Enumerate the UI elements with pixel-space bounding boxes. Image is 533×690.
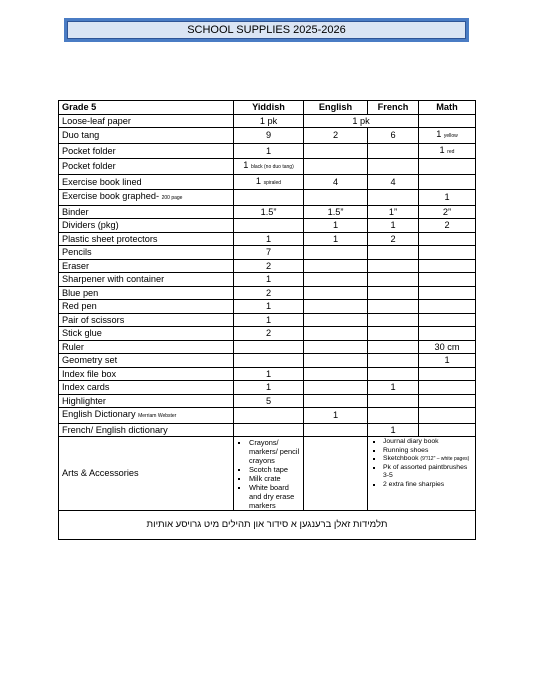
item-cell: [59, 286, 234, 300]
math-cell: [419, 232, 476, 246]
math-cell: [419, 159, 476, 175]
list-item: ▪ White board and dry erase markers: [249, 483, 300, 510]
list-item: ▪ Scotch tape: [249, 465, 300, 474]
math-cell: [419, 114, 476, 128]
table-row: [59, 128, 476, 144]
yiddish-cell-value: 1.5”: [260, 206, 277, 217]
math-cell-value: 1: [444, 355, 450, 365]
footer-row: [59, 511, 476, 540]
item-cell-value: English Dictionary: [62, 409, 139, 419]
yiddish-cell: [234, 246, 304, 260]
header-french: French: [368, 101, 419, 115]
yiddish-cell-value: 9: [265, 130, 272, 140]
item-cell-value: Binder: [62, 206, 89, 217]
item-cell-value: Dividers (pkg): [62, 220, 119, 230]
item-cell-value: Pocket folder: [62, 145, 116, 156]
math-cell: [419, 128, 476, 144]
english-cell: [304, 174, 368, 190]
math-cell: [419, 340, 476, 354]
english-cell: [304, 313, 368, 327]
item-cell: [59, 408, 234, 424]
yiddish-cell-value: 2: [265, 260, 272, 271]
french-cell: [368, 381, 419, 395]
french-cell-value: 1: [390, 220, 396, 230]
item-cell: [59, 340, 234, 354]
table-row: [59, 367, 476, 381]
math-cell: [419, 313, 476, 327]
list-item-text: Running shoes: [383, 446, 429, 454]
yiddish-cell-value: 1: [265, 382, 272, 392]
list-item-note: (9"/12" – white pages): [420, 456, 470, 462]
math-cell: [419, 381, 476, 395]
english-cell: [304, 381, 368, 395]
yiddish-cell: [234, 286, 304, 300]
table-row: [59, 190, 476, 206]
math-cell-value: 1: [436, 129, 442, 139]
yiddish-cell-value: 1 pk: [259, 115, 278, 126]
list-item: [383, 464, 472, 481]
list-item: [383, 455, 472, 464]
math-cell: [419, 219, 476, 233]
english-cell: [304, 340, 368, 354]
math-cell: [419, 327, 476, 341]
item-cell-value: Geometry set: [62, 355, 118, 365]
french-cell: [368, 190, 419, 206]
item-cell-value: Exercise book lined: [62, 176, 142, 187]
item-cell: [59, 394, 234, 408]
french-cell: [368, 143, 419, 159]
math-cell-value: 2”: [442, 206, 452, 217]
item-cell: [59, 327, 234, 341]
yiddish-cell-value: 1: [265, 274, 272, 284]
french-cell: [368, 423, 419, 437]
english-cell-value: 1: [332, 233, 339, 244]
math-cell: [419, 286, 476, 300]
list-item: [383, 447, 472, 456]
table-row: [59, 273, 476, 287]
yiddish-cell: [234, 159, 304, 175]
yiddish-cell: [234, 205, 304, 219]
table-row: [59, 327, 476, 341]
english-cell: [304, 394, 368, 408]
item-cell: [59, 232, 234, 246]
math-cell-value: 2: [444, 220, 450, 230]
item-cell-value: Pair of scissors: [62, 314, 125, 325]
english-cell: [304, 232, 368, 246]
math-cell: [419, 246, 476, 260]
french-cell: [368, 327, 419, 341]
page-title: SCHOOL SUPPLIES 2025-2026: [67, 21, 466, 39]
french-cell-value: 6: [390, 130, 396, 140]
item-cell: [59, 174, 234, 190]
english-cell: [304, 286, 368, 300]
header-yiddish: Yiddish: [234, 101, 304, 115]
yiddish-cell: [234, 381, 304, 395]
table-row: [59, 205, 476, 219]
math-cell: [419, 273, 476, 287]
item-cell-note: Merriam Webster: [138, 413, 177, 419]
list-item: [383, 481, 472, 490]
french-cell-value: 2: [390, 233, 396, 244]
list-item: ▪ Crayons/ markers/ pencil crayons: [249, 438, 300, 465]
table-row: [59, 394, 476, 408]
english-cell: [304, 205, 368, 219]
header-grade: Grade 5: [59, 101, 234, 115]
arts-french-list: [371, 438, 472, 489]
english-french-span-cell: 1 pk: [304, 114, 419, 128]
item-cell: [59, 219, 234, 233]
yiddish-cell-value: 1: [265, 314, 272, 325]
arts-label: Arts & Accessories: [59, 437, 234, 511]
english-cell: [304, 143, 368, 159]
yiddish-cell: [234, 273, 304, 287]
item-cell-note: 200 page: [161, 195, 183, 201]
english-cell-value: 1: [332, 410, 339, 420]
french-cell-value: 4: [390, 176, 396, 187]
yiddish-cell: [234, 423, 304, 437]
yiddish-cell-value: 7: [265, 247, 272, 257]
arts-yiddish-cell: [234, 437, 304, 511]
yiddish-cell-value: 1: [255, 175, 262, 186]
list-item-text: Journal diary book: [383, 438, 439, 445]
math-cell-value: 1: [439, 144, 445, 155]
item-cell-value: Loose-leaf paper: [62, 115, 131, 126]
math-cell-value: 1: [444, 192, 450, 202]
yiddish-cell: [234, 259, 304, 273]
english-cell: [304, 159, 368, 175]
item-cell: [59, 354, 234, 368]
french-cell: [368, 128, 419, 144]
yiddish-cell: [234, 408, 304, 424]
french-cell: [368, 394, 419, 408]
math-cell-value: 30 cm: [434, 341, 460, 352]
english-cell: [304, 219, 368, 233]
item-cell-value: Index cards: [62, 382, 110, 392]
yiddish-cell-value: 2: [265, 287, 272, 298]
item-cell: [59, 273, 234, 287]
french-cell-value: 1”: [388, 206, 398, 217]
table-row: [59, 423, 476, 437]
english-cell: [304, 300, 368, 314]
french-cell: [368, 340, 419, 354]
arts-row: [59, 437, 476, 511]
english-cell: [304, 273, 368, 287]
english-cell-value: 1: [332, 220, 339, 230]
math-cell: [419, 408, 476, 424]
arts-french-cell: [368, 437, 476, 511]
math-cell: [419, 190, 476, 206]
item-cell: [59, 114, 234, 128]
yiddish-cell: [234, 367, 304, 381]
list-item: [383, 438, 472, 447]
item-cell-value: Ruler: [62, 341, 84, 352]
list-item-text: Pk of assorted paintbrushes 3-5: [383, 463, 468, 479]
french-cell: [368, 354, 419, 368]
item-cell-value: Pocket folder: [62, 161, 116, 171]
arts-yiddish-list: [237, 438, 300, 510]
math-cell-note: yellow: [443, 133, 458, 139]
item-cell: [59, 190, 234, 206]
header-english: English: [304, 101, 368, 115]
item-cell: [59, 159, 234, 175]
item-cell-value: Index file box: [62, 368, 117, 379]
yiddish-cell-value: 1: [243, 160, 249, 170]
yiddish-cell-note: spiraled: [263, 179, 282, 186]
table-row: [59, 159, 476, 175]
item-cell-value: Sharpener with container: [62, 274, 165, 284]
french-cell: [368, 286, 419, 300]
french-cell: [368, 205, 419, 219]
item-cell: [59, 143, 234, 159]
french-cell: [368, 408, 419, 424]
english-cell: [304, 408, 368, 424]
english-cell: [304, 190, 368, 206]
french-cell: [368, 300, 419, 314]
list-item: ▪ Milk crate: [249, 474, 300, 483]
item-cell-value: Stick glue: [62, 328, 102, 338]
item-cell: [59, 367, 234, 381]
math-cell: [419, 423, 476, 437]
yiddish-cell: [234, 114, 304, 128]
math-cell: [419, 174, 476, 190]
table-row: [59, 219, 476, 233]
yiddish-cell: [234, 232, 304, 246]
french-cell: [368, 232, 419, 246]
math-cell: [419, 259, 476, 273]
header-row: [59, 101, 476, 115]
item-cell: [59, 300, 234, 314]
item-cell-value: Red pen: [62, 301, 97, 311]
item-cell-value: Plastic sheet protectors: [62, 233, 158, 244]
french-cell: [368, 219, 419, 233]
french-cell: [368, 246, 419, 260]
item-cell: [59, 128, 234, 144]
yiddish-cell: [234, 128, 304, 144]
french-cell-value: 1: [390, 382, 396, 392]
math-cell: [419, 394, 476, 408]
english-cell: [304, 327, 368, 341]
item-cell: [59, 423, 234, 437]
math-cell: [419, 300, 476, 314]
french-cell: [368, 273, 419, 287]
supplies-table: [58, 100, 476, 540]
item-cell: [59, 205, 234, 219]
item-cell: [59, 259, 234, 273]
yiddish-cell-value: 1: [265, 301, 272, 311]
english-cell-value: 2: [332, 130, 339, 140]
math-cell: [419, 354, 476, 368]
english-cell: [304, 367, 368, 381]
list-item-text: Sketchbook: [383, 455, 421, 462]
yiddish-cell: [234, 174, 304, 190]
yiddish-cell-value: 1: [265, 368, 272, 379]
item-cell-value: Blue pen: [62, 287, 99, 298]
list-item-text: 2 extra fine sharpies: [383, 480, 445, 488]
french-cell: [368, 367, 419, 381]
item-cell: [59, 313, 234, 327]
yiddish-cell: [234, 143, 304, 159]
footer-hebrew-note: תלמידות זאלן ברענגען א סידור און תהילים מיט גרויסע אותיות: [59, 511, 476, 540]
yiddish-cell-value: 1: [265, 145, 272, 156]
item-cell-value: Duo tang: [62, 130, 100, 140]
table-row: [59, 143, 476, 159]
yiddish-cell-note: black (no duo tang): [250, 164, 294, 170]
yiddish-cell: [234, 394, 304, 408]
yiddish-cell-value: 5: [265, 395, 272, 406]
item-cell-value: French/ English dictionary: [62, 424, 168, 435]
french-cell-value: 1: [390, 424, 396, 435]
table-row: [59, 381, 476, 395]
french-cell: [368, 174, 419, 190]
item-cell-value: Pencils: [62, 247, 92, 257]
english-cell: [304, 259, 368, 273]
yiddish-cell: [234, 219, 304, 233]
french-cell: [368, 159, 419, 175]
table-row: [59, 408, 476, 424]
table-row: [59, 232, 476, 246]
english-cell-value: 4: [332, 176, 339, 187]
english-cell: [304, 354, 368, 368]
item-cell-value: Highlighter: [62, 395, 106, 406]
yiddish-cell: [234, 300, 304, 314]
english-cell: [304, 128, 368, 144]
math-cell: [419, 143, 476, 159]
table-row: [59, 300, 476, 314]
table-row: [59, 259, 476, 273]
math-cell-note: red: [447, 148, 455, 155]
french-cell: [368, 259, 419, 273]
yiddish-cell-value: 2: [265, 328, 272, 338]
table-row: [59, 174, 476, 190]
table-row: [59, 313, 476, 327]
title-banner: [64, 18, 469, 42]
yiddish-cell-value: 1: [265, 233, 272, 244]
table-row: [59, 246, 476, 260]
math-cell: [419, 205, 476, 219]
yiddish-cell: [234, 340, 304, 354]
yiddish-cell: [234, 327, 304, 341]
english-cell: [304, 246, 368, 260]
item-cell: [59, 381, 234, 395]
yiddish-cell: [234, 313, 304, 327]
english-cell-value: 1.5”: [327, 206, 344, 217]
yiddish-cell: [234, 354, 304, 368]
table-row: [59, 354, 476, 368]
table-row: [59, 286, 476, 300]
item-cell-value: Exercise book graphed-: [62, 191, 162, 201]
header-math: Math: [419, 101, 476, 115]
english-cell: [304, 423, 368, 437]
french-cell: [368, 313, 419, 327]
table-row: [59, 340, 476, 354]
math-cell: [419, 367, 476, 381]
arts-english-cell: [304, 437, 368, 511]
item-cell: [59, 246, 234, 260]
item-cell-value: Eraser: [62, 260, 90, 271]
table-row: [59, 114, 476, 128]
yiddish-cell: [234, 190, 304, 206]
